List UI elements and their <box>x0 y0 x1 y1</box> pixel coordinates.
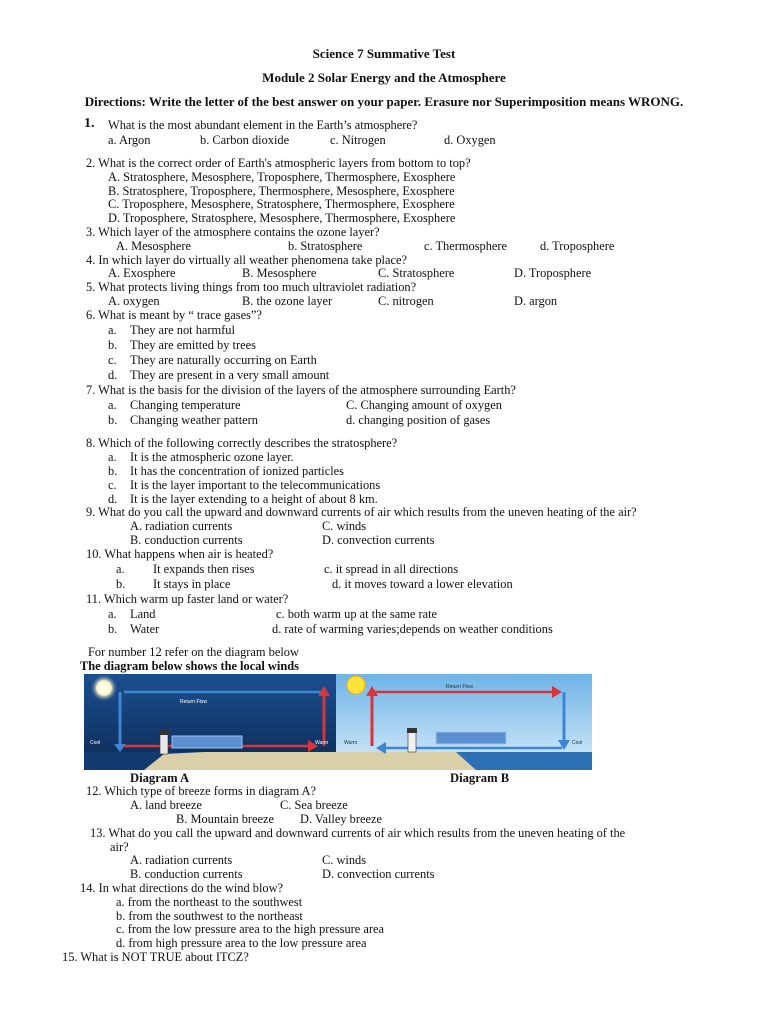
q11-option-c: c. both warm up at the same rate <box>276 607 438 621</box>
q13-text-cont: air? <box>110 840 129 854</box>
q11-option-d: d. rate of warming varies;depends on weather conditions <box>272 622 553 636</box>
diagram-a-svg <box>84 674 336 770</box>
diagram-refer-note: For number 12 refer on the diagram below <box>88 645 299 659</box>
q8-letter-d: d. <box>108 492 118 506</box>
q5-option-a: A. oxygen <box>108 294 160 308</box>
diagram-caption: The diagram below shows the local winds <box>80 659 299 673</box>
q3-text: 3. Which layer of the atmosphere contains the ozone layer? <box>86 225 380 239</box>
q3-option-b: b. Stratosphere <box>288 239 363 253</box>
test-title: Science 7 Summative Test <box>312 46 456 61</box>
q7-option-c: C. Changing amount of oxygen <box>346 398 502 412</box>
q4-option-d: D. Troposphere <box>514 266 592 280</box>
q10-option-c: c. it spread in all directions <box>324 562 459 576</box>
q1-option-c: c. Nitrogen <box>330 133 386 147</box>
q13-option-a: A. radiation currents <box>130 853 233 867</box>
q1-option-b: b. Carbon dioxide <box>200 133 290 147</box>
q10-option-b: It stays in place <box>153 577 231 591</box>
diagram-b-cool: Cool <box>572 740 583 746</box>
q8-option-c: It is the layer important to the telecommunications <box>130 478 381 492</box>
q1-number: 1. <box>84 116 95 131</box>
q2-text: 2. What is the correct order of Earth's atmospheric layers from bottom to top? <box>86 156 471 170</box>
q9-option-c: C. winds <box>322 519 367 533</box>
q10-text: 10. What happens when air is heated? <box>86 547 274 561</box>
diagram-b-land <box>336 752 476 770</box>
diagram-a-box <box>172 736 242 748</box>
q10-option-a: It expands then rises <box>153 562 255 576</box>
q4-option-a: A. Exosphere <box>108 266 176 280</box>
diagram-a-lighthouse <box>160 734 168 754</box>
diagram-b-box <box>436 732 506 744</box>
q7-letter-a: a. <box>108 398 117 412</box>
q6-letter-b: b. <box>108 338 118 352</box>
q7-text: 7. What is the basis for the division of the layers of the atmosphere surrounding Earth? <box>86 383 516 397</box>
q1-text: What is the most abundant element in the Earth’s atmosphere? <box>108 118 418 132</box>
q4-option-b: B. Mesosphere <box>242 266 317 280</box>
q8-option-a: It is the atmospheric ozone layer. <box>130 450 294 464</box>
q12-text: 12. Which type of breeze forms in diagram A? <box>86 784 316 798</box>
q14-option-b: b. from the southwest to the northeast <box>116 909 303 923</box>
diagram-b-svg <box>336 674 592 770</box>
q13-text: 13. What do you call the upward and downward currents of air which results from the uneven heating of the <box>90 826 626 840</box>
module-title: Module 2 Solar Energy and the Atmosphere <box>262 70 506 85</box>
q14-option-c: c. from the low pressure area to the high pressure area <box>116 922 385 936</box>
q2-option-b: B. Stratosphere, Troposphere, Thermosphere, Mesosphere, Exosphere <box>108 184 455 198</box>
q7-option-b: Changing weather pattern <box>130 413 258 427</box>
q8-option-b: It has the concentration of ionized particles <box>130 464 344 478</box>
q3-option-a: A. Mesosphere <box>116 239 192 253</box>
q14-option-a: a. from the northeast to the southwest <box>116 895 303 909</box>
q9-option-a: A. radiation currents <box>130 519 233 533</box>
q15-text: 15. What is NOT TRUE about ITCZ? <box>62 950 249 964</box>
q6-letter-d: d. <box>108 368 118 382</box>
diagram-b-label: Diagram B <box>450 771 510 785</box>
q4-text: 4. In which layer do virtually all weather phenomena take place? <box>86 253 407 267</box>
diagram-a-return-flow: Return Flow <box>180 699 207 705</box>
q2-option-c: C. Troposphere, Mesosphere, Stratosphere, Thermosphere, Exosphere <box>108 197 455 211</box>
q6-option-d: They are present in a very small amount <box>130 368 330 382</box>
q3-option-c: c. Thermosphere <box>424 239 508 253</box>
q4-option-c: C. Stratosphere <box>378 266 455 280</box>
q8-letter-b: b. <box>108 464 118 478</box>
q6-letter-c: c. <box>108 353 117 367</box>
q12-option-a: A. land breeze <box>130 798 202 812</box>
q7-option-a: Changing temperature <box>130 398 241 412</box>
q10-letter-b: b. <box>116 577 126 591</box>
q8-option-d: It is the layer extending to a height of about 8 km. <box>130 492 378 506</box>
q3-option-d: d. Troposphere <box>540 239 615 253</box>
q7-option-d: d. changing position of gases <box>346 413 491 427</box>
q13-option-d: D. convection currents <box>322 867 435 881</box>
q1-option-a: a. Argon <box>108 133 151 147</box>
q13-option-b: B. conduction currents <box>130 867 243 881</box>
q9-option-b: B. conduction currents <box>130 533 243 547</box>
q7-letter-b: b. <box>108 413 118 427</box>
diagram-a-sun <box>90 674 118 702</box>
q10-letter-a: a. <box>116 562 125 576</box>
q1-option-d: d. Oxygen <box>444 133 496 147</box>
diagram-a-warm: Warm <box>315 740 329 746</box>
diagram-a-label: Diagram A <box>130 771 190 785</box>
q6-option-b: They are emitted by trees <box>130 338 256 352</box>
q2-option-a: A. Stratosphere, Mesosphere, Troposphere, Thermosphere, Exosphere <box>108 170 456 184</box>
q6-option-a: They are not harmful <box>130 323 235 337</box>
diagram-a-image <box>84 674 336 770</box>
q8-text: 8. Which of the following correctly describes the stratosphere? <box>86 436 398 450</box>
q11-letter-b: b. <box>108 622 118 636</box>
diagram-a-cool: Cool <box>90 740 101 746</box>
q2-option-d: D. Troposphere, Stratosphere, Mesosphere, Thermosphere, Exosphere <box>108 211 456 225</box>
q5-option-b: B. the ozone layer <box>242 294 333 308</box>
q11-option-b: Water <box>130 622 160 636</box>
q10-option-d: d. it moves toward a lower elevation <box>332 577 513 591</box>
q5-option-d: D. argon <box>514 294 558 308</box>
q8-letter-c: c. <box>108 478 117 492</box>
directions: Directions: Write the letter of the best answer on your paper. Erasure nor Superimposition means WRONG. <box>84 94 684 109</box>
q9-text: 9. What do you call the upward and downward currents of air which results from the uneven heating of the air? <box>86 505 637 519</box>
diagram-b-warm: Warm <box>344 740 358 746</box>
q5-text: 5. What protects living things from too much ultraviolet radiation? <box>86 280 417 294</box>
q14-option-d: d. from high pressure area to the low pressure area <box>116 936 367 950</box>
q13-option-c: C. winds <box>322 853 367 867</box>
q8-letter-a: a. <box>108 450 117 464</box>
q14-text: 14. In what directions do the wind blow? <box>80 881 284 895</box>
diagram-a-land <box>144 752 336 770</box>
diagram-b-lighthouse <box>408 732 416 752</box>
q6-text: 6. What is meant by “ trace gases”? <box>86 308 262 322</box>
q6-option-c: They are naturally occurring on Earth <box>130 353 317 367</box>
q12-option-b: B. Mountain breeze <box>176 812 275 826</box>
q11-option-a: Land <box>130 607 156 621</box>
q12-option-c: C. Sea breeze <box>280 798 348 812</box>
q5-option-c: C. nitrogen <box>378 294 434 308</box>
q11-letter-a: a. <box>108 607 117 621</box>
q6-letter-a: a. <box>108 323 117 337</box>
diagram-b-sun <box>347 676 365 694</box>
diagram-b-image <box>336 674 592 770</box>
diagram-b-return-flow: Return Flow <box>446 684 473 690</box>
q11-text: 11. Which warm up faster land or water? <box>86 592 289 606</box>
q9-option-d: D. convection currents <box>322 533 435 547</box>
q12-option-d: D. Valley breeze <box>300 812 382 826</box>
